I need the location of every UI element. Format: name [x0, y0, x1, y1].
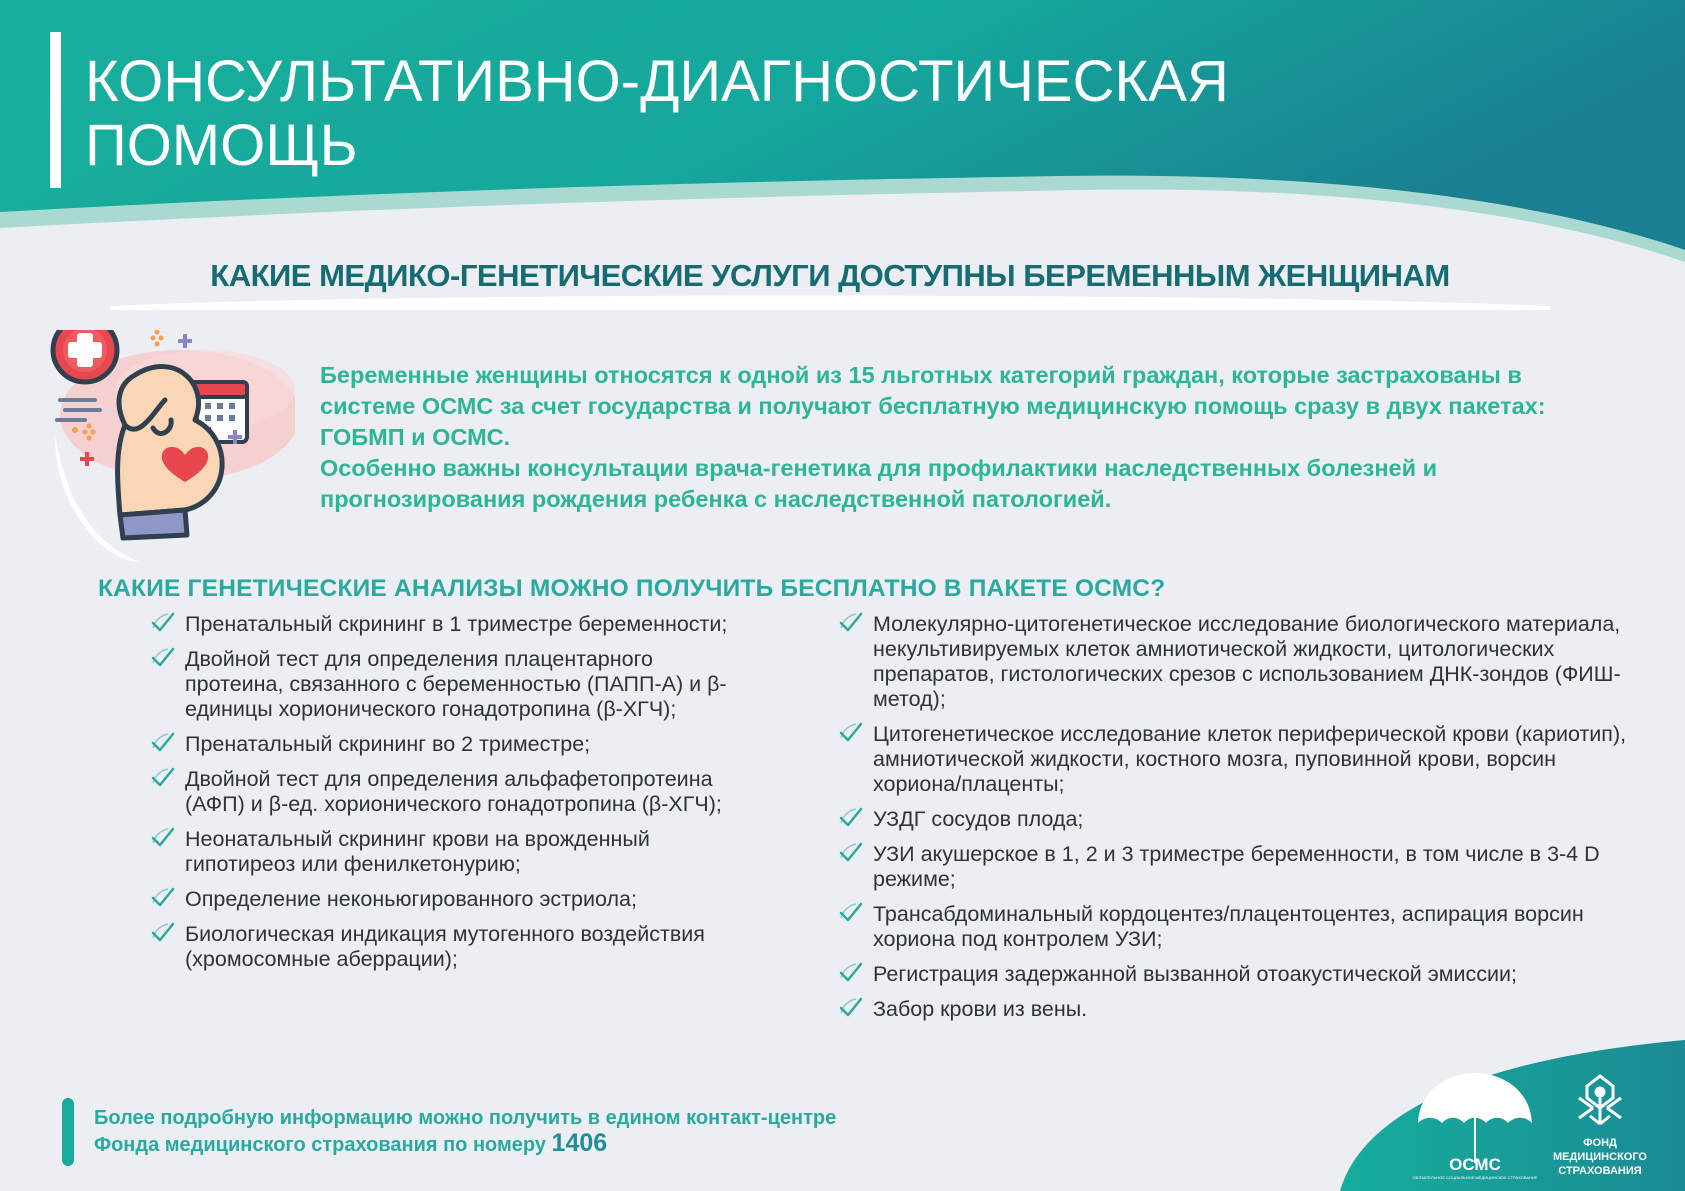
fund-logo-line-2: МЕДИЦИНСКОГО	[1553, 1151, 1647, 1163]
check-icon	[838, 960, 864, 984]
check-icon	[150, 765, 176, 789]
contact-phone: 1406	[551, 1129, 608, 1157]
pregnant-woman-illustration	[45, 330, 295, 570]
list-item	[150, 922, 750, 972]
list-item	[150, 827, 750, 877]
medical-cross-icon	[53, 330, 117, 382]
list-item-text: УЗДГ сосудов плода;	[873, 807, 1084, 831]
check-icon	[838, 610, 864, 634]
list-item	[838, 722, 1628, 797]
osms-logo-caption: ОБЯЗАТЕЛЬНОЕ СОЦИАЛЬНОЕ МЕДИЦИНСКОЕ СТРАХОВАНИЕ	[1412, 1175, 1538, 1180]
list-item	[150, 767, 750, 817]
intro-paragraph-1: Беременные женщины относятся к одной из 15 льготных категорий граждан, которые застрахованы в системе ОСМС за счет государства и получают бесплатную медицинскую помощь сразу в двух пакетах: ГОБМП и ОСМС.	[320, 362, 1546, 450]
intro-paragraph-2: Особенно важны консультации врача-генетика для профилактики наследственных болезней и прогнозирования рождения ребенка с наследственной патологией.	[320, 455, 1438, 512]
list-item-text: Неонатальный скрининг крови на врожденный гипотиреоз или фенилкетонурию;	[185, 827, 650, 876]
check-icon	[150, 825, 176, 849]
intro-text	[320, 360, 1610, 515]
list-item	[838, 842, 1628, 892]
title-accent-bar	[50, 32, 61, 188]
osms-logo-name: ОСМС	[1449, 1155, 1501, 1174]
contact-line-1: Более подробную информацию можно получить в едином контакт-центре	[94, 1107, 837, 1129]
fund-logo-line-3: СТРАХОВАНИЯ	[1558, 1165, 1642, 1177]
list-item	[150, 732, 750, 757]
list-item	[838, 962, 1628, 987]
fund-logo	[1535, 1068, 1665, 1183]
list-item-text: Забор крови из вены.	[873, 997, 1088, 1021]
section-heading: КАКИЕ ГЕНЕТИЧЕСКИЕ АНАЛИЗЫ МОЖНО ПОЛУЧИТЬ БЕСПЛАТНО В ПАКЕТЕ ОСМС?	[98, 575, 1166, 602]
check-icon	[838, 720, 864, 744]
list-item	[150, 612, 750, 637]
list-item-text: Определение неконьюгированного эстриола;	[185, 887, 637, 911]
list-item	[838, 612, 1628, 712]
fund-logo-line-1: ФОНД	[1583, 1137, 1617, 1149]
list-item-text: Цитогенетическое исследование клеток периферической крови (кариотип), амниотической жидкости, костного мозга, пуповинной крови, ворсин хориона/плаценты;	[873, 722, 1627, 796]
check-icon	[150, 920, 176, 944]
subtitle-block	[110, 252, 1550, 312]
list-item-text: Пренатальный скрининг в 1 триместре беременности;	[185, 612, 728, 636]
check-icon	[150, 610, 176, 634]
list-item	[838, 902, 1628, 952]
list-item-text: УЗИ акушерское в 1, 2 и 3 триместре беременности, в том числе в 3-4 D режиме;	[873, 842, 1600, 891]
check-icon	[838, 805, 864, 829]
list-item-text: Молекулярно-цитогенетическое исследование биологического материала, некультивируемых клеток амниотической жидкости, цитологических препаратов, гистологических срезов с использованием ДНК-зондов (ФИШ-метод);	[873, 612, 1621, 711]
list-item-text: Трансабдоминальный кордоцентез/плацентоцентез, аспирация ворсин хориона под контролем УЗИ;	[873, 902, 1584, 951]
check-icon	[150, 730, 176, 754]
contact-info	[94, 1106, 994, 1158]
footer-accent-bar	[62, 1098, 74, 1166]
page-title-line-2: ПОМОЩЬ	[85, 113, 358, 178]
services-list-left	[150, 612, 750, 982]
check-icon	[838, 840, 864, 864]
check-icon	[838, 995, 864, 1019]
list-item-text: Двойной тест для определения плацентарного протеина, связанного с беременностью (ПАПП-А) и β-единицы хорионического гонадотропина (β-ХГЧ);	[185, 647, 727, 721]
osms-logo	[1410, 1068, 1540, 1183]
contact-line-2: Фонда медицинского страхования по номеру	[94, 1134, 546, 1156]
list-item-text: Биологическая индикация мутогенного воздействия (хромосомные аберрации);	[185, 922, 705, 971]
list-item	[838, 807, 1628, 832]
check-icon	[838, 900, 864, 924]
services-list-right	[838, 612, 1628, 1032]
list-item-text: Пренатальный скрининг во 2 триместре;	[185, 732, 591, 756]
page-title	[85, 50, 1485, 178]
check-icon	[150, 885, 176, 909]
page-title-line-1: КОНСУЛЬТАТИВНО-ДИАГНОСТИЧЕСКАЯ	[85, 49, 1229, 114]
subtitle: КАКИЕ МЕДИКО-ГЕНЕТИЧЕСКИЕ УСЛУГИ ДОСТУПНЫ БЕРЕМЕННЫМ ЖЕНЩИНАМ	[210, 258, 1450, 293]
list-item	[838, 997, 1628, 1022]
list-item	[150, 887, 750, 912]
list-item-text: Двойной тест для определения альфафетопротеина (АФП) и β-ед. хорионического гонадотропина (β-ХГЧ);	[185, 767, 722, 816]
list-item-text: Регистрация задержанной вызванной отоакустической эмиссии;	[873, 962, 1518, 986]
list-item	[150, 647, 750, 722]
check-icon	[150, 645, 176, 669]
